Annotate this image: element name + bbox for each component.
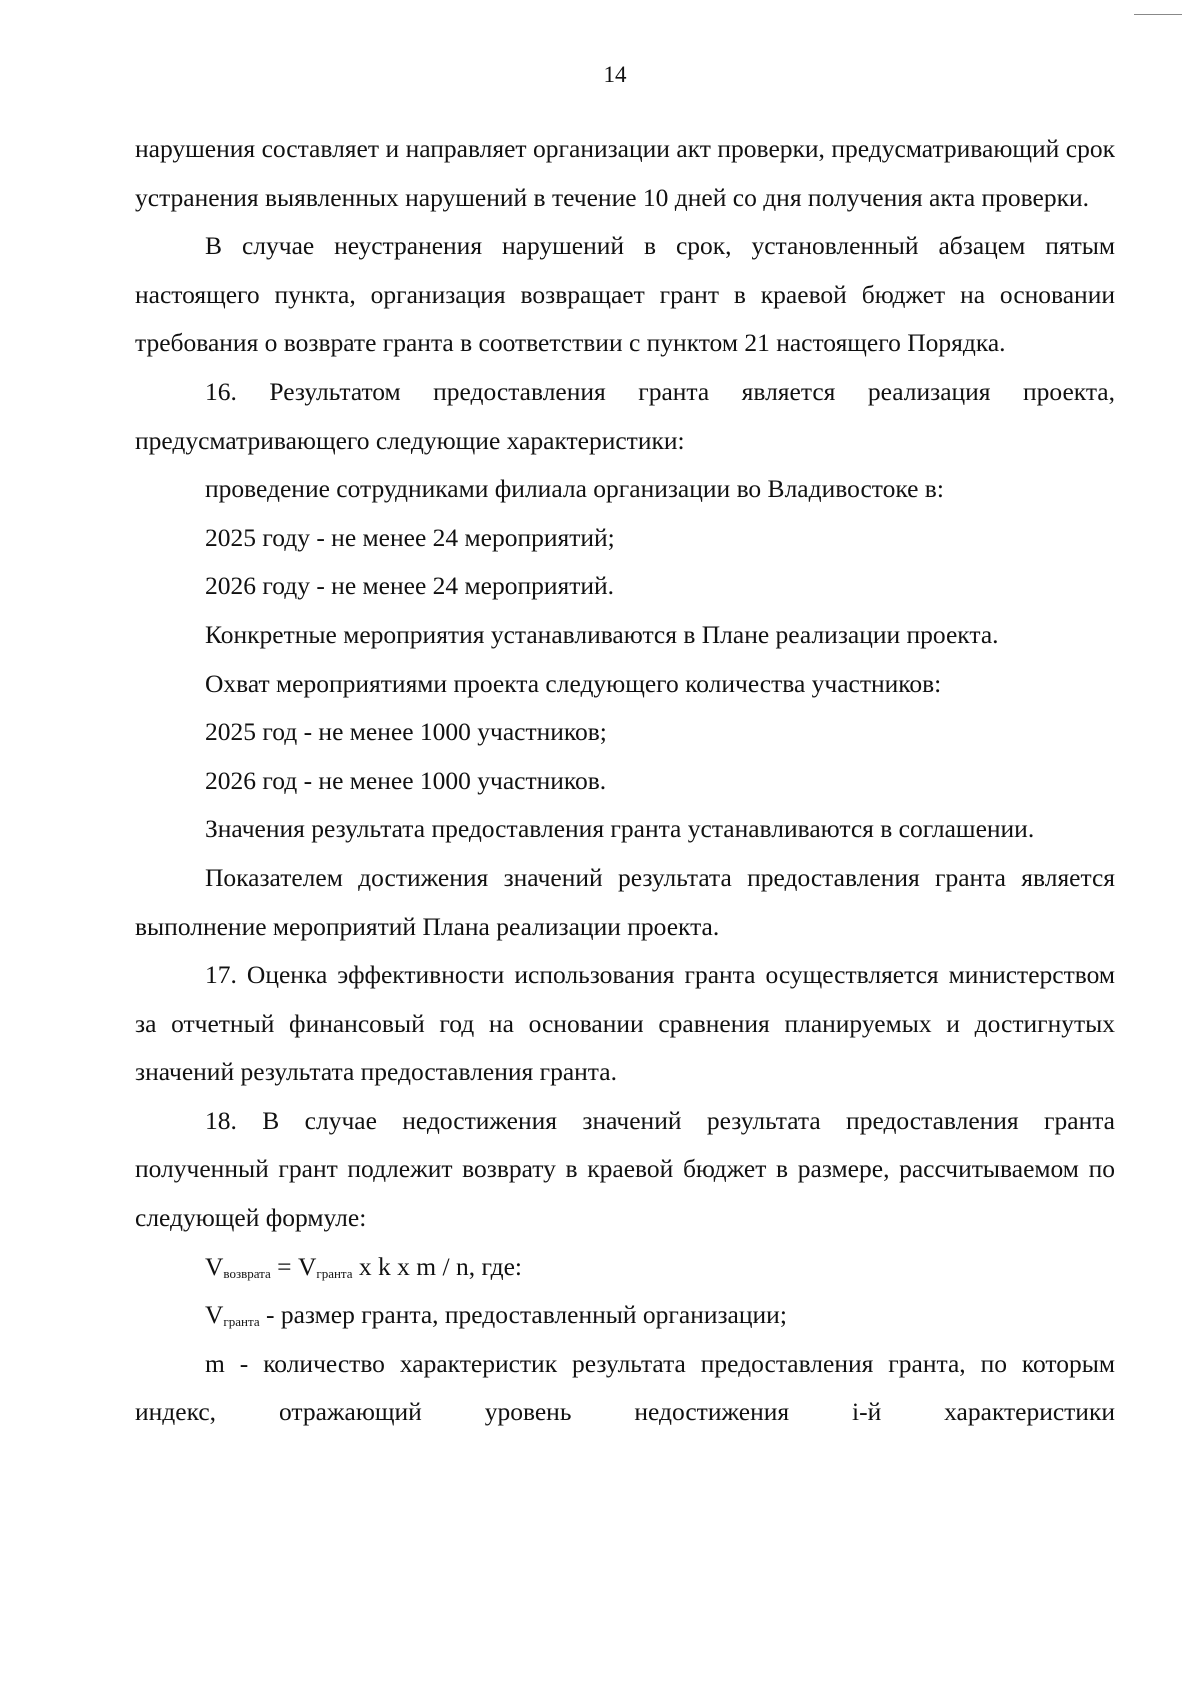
paragraph-participants-2025: 2025 год - не менее 1000 участников; [205, 717, 607, 747]
definition-text: - размер гранта, предоставленный организации; [259, 1300, 787, 1330]
paragraph-events-vladivostok: проведение сотрудниками филиала организации во Владивостоке в: [205, 474, 944, 504]
formula-line [135, 1243, 1115, 1292]
definition-v-grant [135, 1291, 1115, 1340]
definition-sub-grant: гранта [223, 1314, 260, 1330]
page-number: 14 [603, 62, 627, 87]
paragraph-non-elimination: В случае неустранения нарушений в срок, установленный абзацем пятым настоящего пункта, организация возвращает грант в краевой бюджет на основании требования о возврате гранта в соответствии с пунктом 21 настоящего Порядка. [135, 231, 1115, 358]
paragraph-coverage: Охват мероприятиями проекта следующего количества участников: [205, 668, 942, 698]
paragraph-specific-events: Конкретные мероприятия устанавливаются в Плане реализации проекта. [205, 619, 999, 649]
paragraph-item-16: 16. Результатом предоставления гранта является реализация проекта, предусматривающего следующие характеристики: [135, 376, 1115, 455]
formula-equals: = [270, 1251, 298, 1281]
document-body [135, 125, 1115, 1437]
definition-m: m - количество характеристик результата предоставления гранта, по которым индекс, отражающий уровень недостижения i-й характеристики [135, 1348, 1115, 1427]
paragraph-participants-2026: 2026 год - не менее 1000 участников. [205, 765, 607, 795]
formula-v-grant: V [297, 1251, 317, 1281]
paragraph-indicator: Показателем достижения значений результата предоставления гранта является выполнение мероприятий Плана реализации проекта. [135, 862, 1115, 941]
formula-v: V [205, 1251, 224, 1281]
formula-rest: x k x m / n, где: [352, 1251, 523, 1281]
scan-corner-mark [1134, 14, 1182, 15]
paragraph-violations-act: нарушения составляет и направляет организации акт проверки, предусматривающий срок устранения выявленных нарушений в течение 10 дней со дня получения акта проверки. [135, 134, 1115, 212]
formula-sub-grant: гранта [316, 1265, 353, 1281]
paragraph-item-17: 17. Оценка эффективности использования гранта осуществляется министерством за отчетный финансовый год на основании сравнения планируемых и достигнутых значений результата предоставления гранта. [135, 960, 1115, 1087]
paragraph-events-2025: 2025 году - не менее 24 мероприятий; [205, 522, 615, 552]
definition-v: V [205, 1300, 224, 1330]
formula-sub-return: возврата [223, 1265, 271, 1281]
paragraph-events-2026: 2026 году - не менее 24 мероприятий. [205, 571, 615, 601]
paragraph-item-18: 18. В случае недостижения значений результата предоставления гранта полученный грант подлежит возврату в краевой бюджет в размере, рассчитываемом по следующей формуле: [135, 1105, 1115, 1233]
paragraph-result-values: Значения результата предоставления гранта устанавливаются в соглашении. [205, 814, 1035, 844]
